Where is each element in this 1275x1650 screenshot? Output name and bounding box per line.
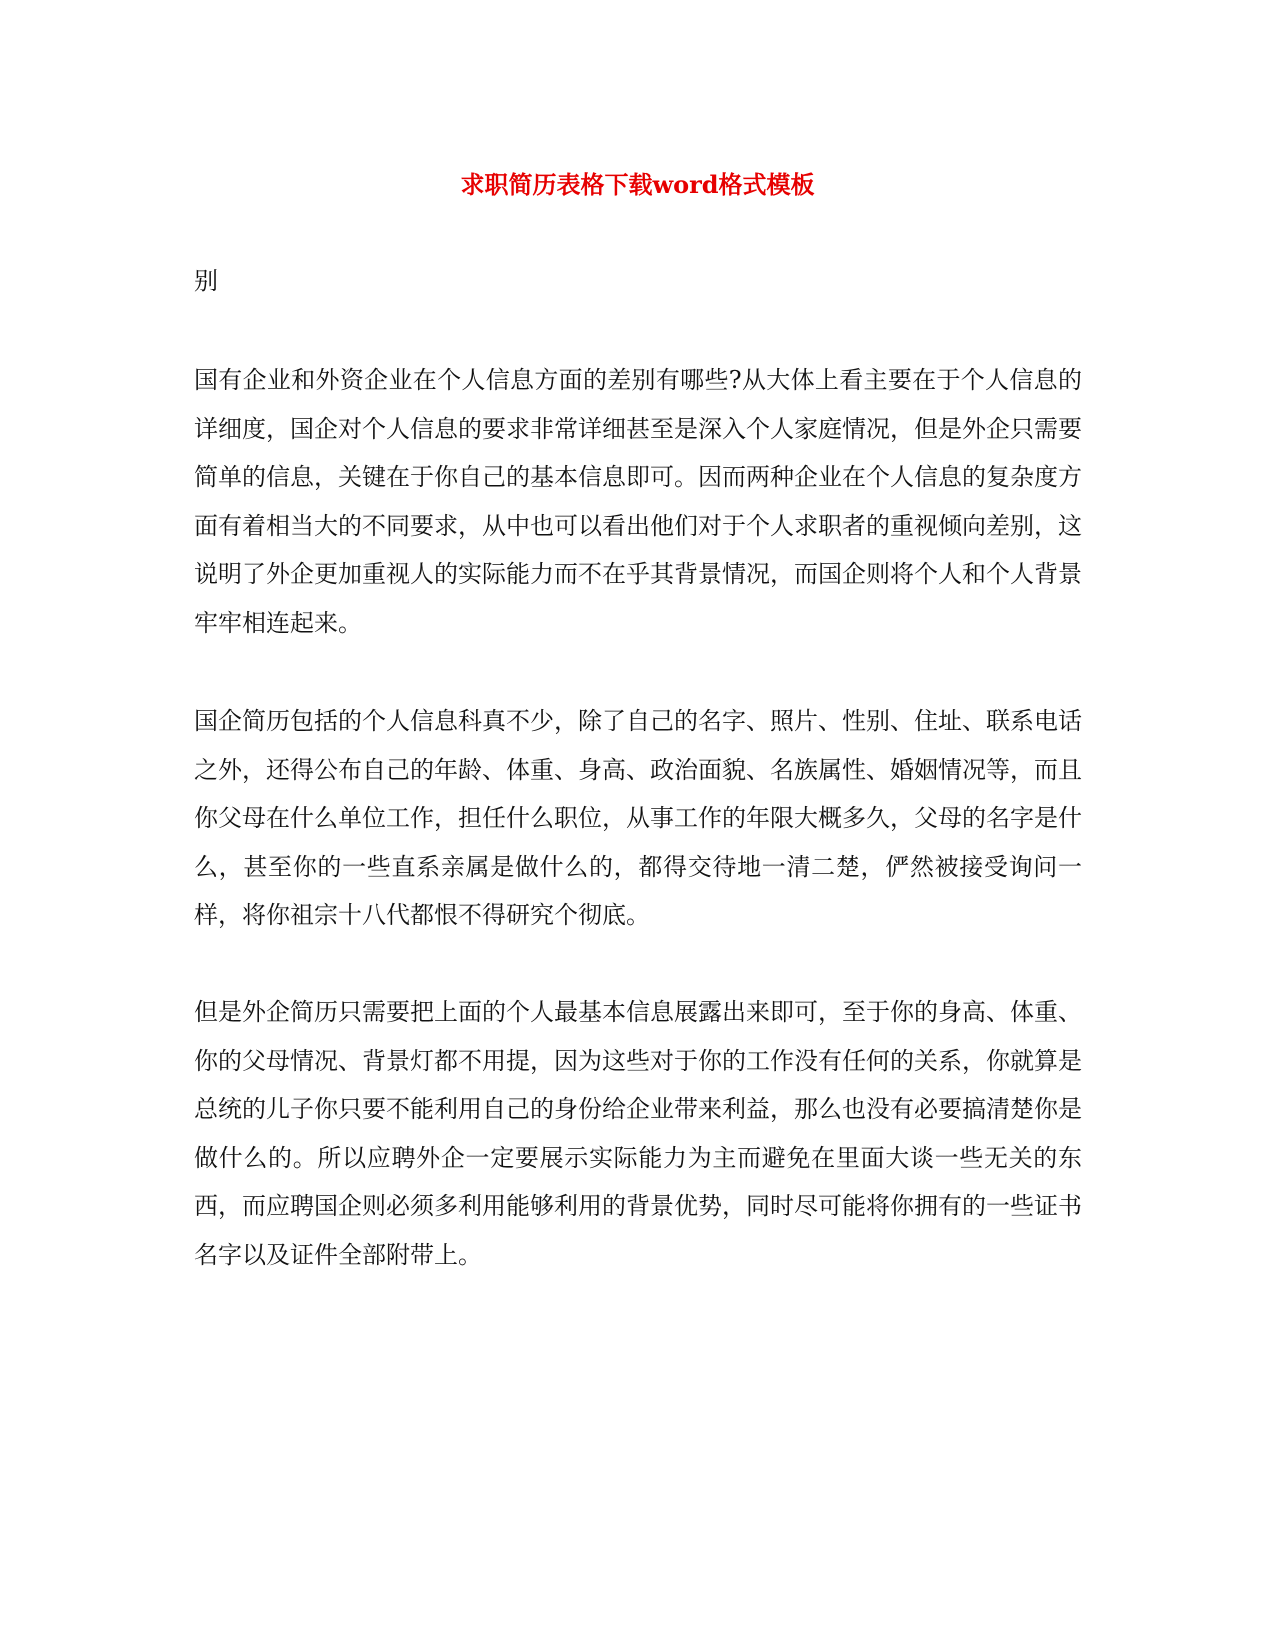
- document-title: 求职简历表格下载word格式模板: [460, 170, 815, 199]
- paragraph: 国有企业和外资企业在个人信息方面的差别有哪些?从大体上看主要在于个人信息的详细度，国企对个人信息的要求非常详细甚至是深入个人家庭情况，但是外企只需要简单的信息，关键在于你自己的基本信息即可。因而两种企业在个人信息的复杂度方面有着相当大的不同要求，从中也可以看出他们对于个人求职者的重视倾向差别，这说明了外企更加重视人的实际能力而不在乎其背景情况，而国企则将个人和个人背景牢牢相连起来。: [194, 366, 1082, 637]
- paragraph: 但是外企简历只需要把上面的个人最基本信息展露出来即可，至于你的身高、体重、你的父母情况、背景灯都不用提，因为这些对于你的工作没有任何的关系，你就算是总统的儿子你只要不能利用自己的身份给企业带来利益，那么也没有必要搞清楚你是做什么的。所以应聘外企一定要展示实际能力为主而避免在里面大谈一些无关的东西，而应聘国企则必须多利用能够利用的背景优势，同时尽可能将你拥有的一些证书名字以及证件全部附带上。: [194, 998, 1082, 1269]
- paragraph: 国企简历包括的个人信息科真不少，除了自己的名字、照片、性别、住址、联系电话之外，还得公布自己的年龄、体重、身高、政治面貌、名族属性、婚姻情况等，而且你父母在什么单位工作，担任什么职位，从事工作的年限大概多久，父母的名字是什么，甚至你的一些直系亲属是做什么的，都得交待地一清二楚，俨然被接受询问一样，将你祖宗十八代都恨不得研究个彻底。: [194, 707, 1082, 929]
- paragraph: 别: [194, 267, 218, 295]
